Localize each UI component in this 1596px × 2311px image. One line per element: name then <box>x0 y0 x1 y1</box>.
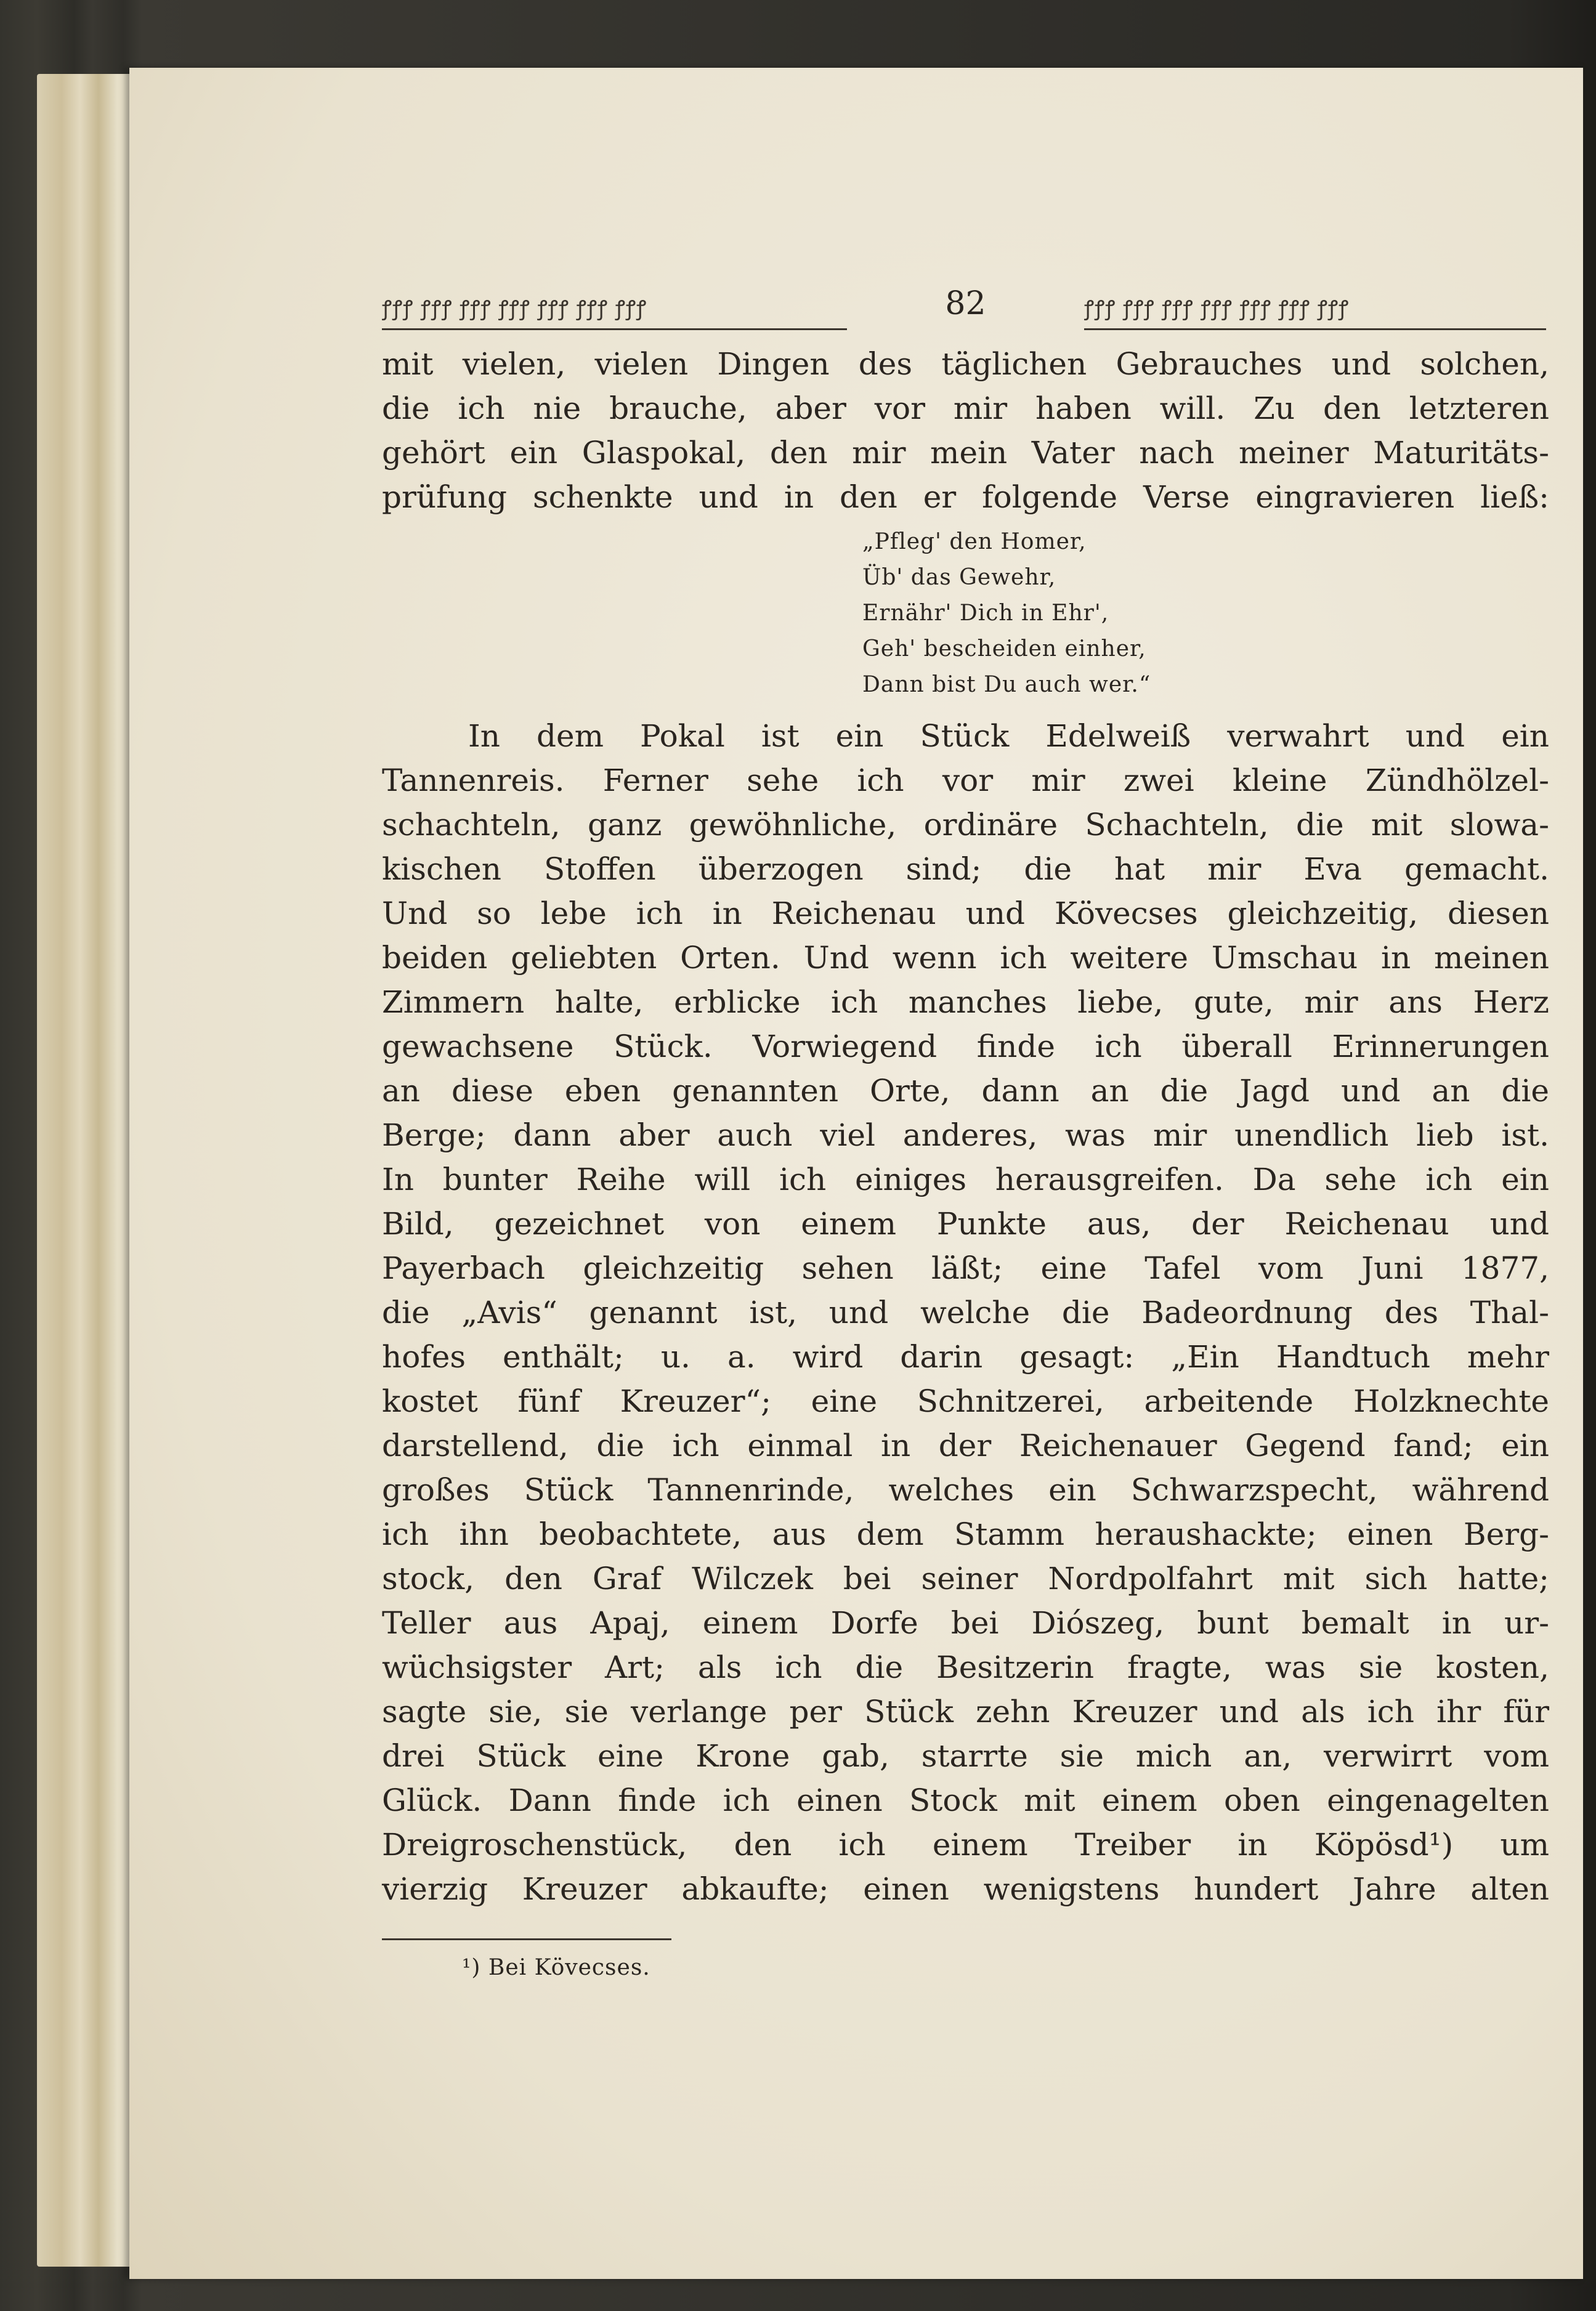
paragraph-2 <box>382 714 1549 1911</box>
text-line: drei Stück eine Krone gab, starrte sie mich an, verwirrt vom <box>382 1738 1549 1774</box>
footnote-divider <box>382 1938 671 1940</box>
page-number: 82 <box>945 285 986 322</box>
text-line: darstellend, die ich einmal in der Reichenauer Gegend fand; ein <box>382 1428 1549 1463</box>
text-block <box>382 280 1549 1983</box>
text-line: die „Avis“ genannt ist, und welche die Badeordnung des Thal- <box>382 1295 1549 1330</box>
header-ornament-right: ꝭꝭꝭ ꝭꝭꝭ ꝭꝭꝭ ꝭꝭꝭ ꝭꝭꝭ ꝭꝭꝭ ꝭꝭꝭ <box>1084 291 1546 330</box>
text-line: vierzig Kreuzer abkaufte; einen wenigstens hundert Jahre alten <box>382 1871 1549 1907</box>
text-line: Und so lebe ich in Reichenau und Kövecses gleichzeitig, diesen <box>382 896 1549 931</box>
verse-line: Üb' das Gewehr, <box>862 565 1056 590</box>
text-line: Bild, gezeichnet von einem Punkte aus, der Reichenau und <box>382 1206 1549 1242</box>
text-line: Zimmern halte, erblicke ich manches liebe, gute, mir ans Herz <box>382 984 1549 1020</box>
running-header <box>382 280 1549 342</box>
text-line: Tannenreis. Ferner sehe ich vor mir zwei kleine Zündhölzel- <box>382 763 1549 798</box>
text-line: hofes enthält; u. a. wird darin gesagt: „Ein Handtuch mehr <box>382 1339 1549 1375</box>
verse-line: „Pfleg' den Homer, <box>862 529 1087 554</box>
text-line: In bunter Reihe will ich einiges herausgreifen. Da sehe ich ein <box>382 1162 1549 1197</box>
text-line: wüchsigster Art; als ich die Besitzerin fragte, was sie kosten, <box>382 1649 1549 1685</box>
text-line: stock, den Graf Wilczek bei seiner Nordpolfahrt mit sich hatte; <box>382 1561 1549 1597</box>
text-line: beiden geliebten Orten. Und wenn ich weitere Umschau in meinen <box>382 940 1549 976</box>
text-line: Payerbach gleichzeitig sehen läßt; eine Tafel vom Juni 1877, <box>382 1250 1549 1286</box>
text-line: großes Stück Tannenrinde, welches ein Schwarzspecht, während <box>382 1472 1549 1508</box>
verse-line: Ernähr' Dich in Ehr', <box>862 601 1109 626</box>
text-line: Teller aus Apaj, einem Dorfe bei Diószeg, bunt bemalt in ur- <box>382 1605 1549 1641</box>
text-line: mit vielen, vielen Dingen des täglichen Gebrauches und solchen, <box>382 346 1549 382</box>
text-line: Glück. Dann finde ich einen Stock mit einem oben eingenagelten <box>382 1783 1549 1818</box>
text-line: die ich nie brauche, aber vor mir haben will. Zu den letzteren <box>382 391 1549 426</box>
text-line: prüfung schenkte und in den er folgende Verse eingravieren ließ: <box>382 479 1549 515</box>
text-line: schachteln, ganz gewöhnliche, ordinäre Schachteln, die mit slowa- <box>382 807 1549 843</box>
text-line: In dem Pokal ist ein Stück Edelweiß verwahrt und ein <box>468 718 1549 754</box>
text-line: gehört ein Glaspokal, den mir mein Vater nach meiner Maturitäts- <box>382 435 1549 471</box>
text-line: sagte sie, sie verlange per Stück zehn Kreuzer und als ich ihr für <box>382 1694 1549 1730</box>
header-ornament-left: ꝭꝭꝭ ꝭꝭꝭ ꝭꝭꝭ ꝭꝭꝭ ꝭꝭꝭ ꝭꝭꝭ ꝭꝭꝭ <box>382 291 847 330</box>
text-line: kischen Stoffen überzogen sind; die hat mir Eva gemacht. <box>382 851 1549 887</box>
text-line: an diese eben genannten Orte, dann an die Jagd und an die <box>382 1073 1549 1109</box>
text-line: ich ihn beobachtete, aus dem Stamm heraushackte; einen Berg- <box>382 1516 1549 1552</box>
text-line: gewachsene Stück. Vorwiegend finde ich überall Erinnerungen <box>382 1029 1549 1064</box>
verse-line: Dann bist Du auch wer.“ <box>862 672 1151 697</box>
text-line: Dreigroschenstück, den ich einem Treiber in Köpösd¹) um <box>382 1827 1549 1863</box>
text-line: Berge; dann aber auch viel anderes, was mir unendlich lieb ist. <box>382 1117 1549 1153</box>
footnote: ¹) Bei Kövecses. <box>462 1955 650 1980</box>
verse-quote <box>862 524 1549 703</box>
verse-line: Geh' bescheiden einher, <box>862 636 1146 662</box>
book-page <box>129 68 1583 2279</box>
paragraph-1 <box>382 342 1549 519</box>
text-line: kostet fünf Kreuzer“; eine Schnitzerei, arbeitende Holzknechte <box>382 1383 1549 1419</box>
